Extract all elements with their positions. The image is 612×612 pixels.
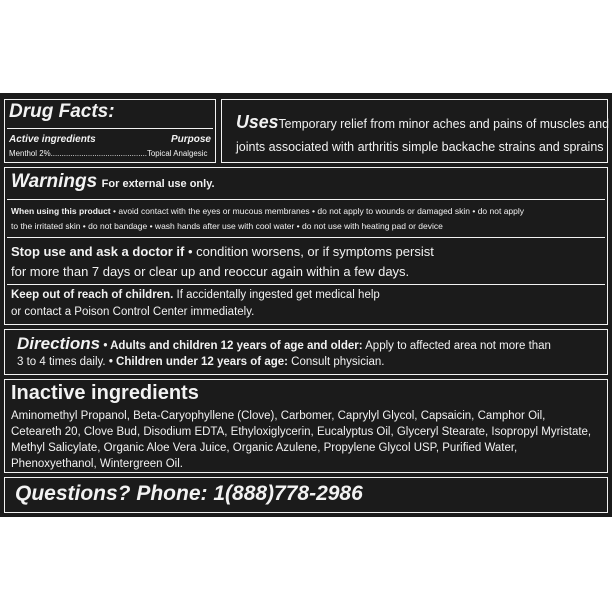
when-using-line-2: to the irritated skin • do not bandage • wash hands after use with cool water • do not use with heating pad or device xyxy=(11,221,443,231)
inactive-ingredients-box xyxy=(4,379,608,473)
directions-box xyxy=(4,329,608,375)
divider xyxy=(7,128,213,129)
children-text: Consult physician. xyxy=(287,356,385,368)
when-using-line-1 xyxy=(11,206,524,216)
questions-phone: Questions? Phone: 1(888)778-2986 xyxy=(15,482,363,505)
active-ingredient: Menthol 2% xyxy=(9,149,51,158)
stop-use-label: Stop use and ask a doctor if xyxy=(11,244,185,259)
stop-use-text: • condition worsens, or if symptoms persist xyxy=(184,244,434,259)
keep-out-label: Keep out of reach of children. xyxy=(11,289,174,301)
external-use-note: For external use only. xyxy=(101,178,215,190)
drug-facts-title: Drug Facts: xyxy=(9,101,115,122)
keep-out-line-1 xyxy=(11,289,380,301)
warnings-header xyxy=(11,171,215,193)
when-using-text: • avoid contact with the eyes or mucous membranes • do not apply to wounds or damaged skin • do not apply xyxy=(110,206,525,216)
stop-use-line-1 xyxy=(11,244,434,259)
purpose-header: Purpose xyxy=(170,134,211,145)
divider xyxy=(7,237,605,238)
dot-leader: ............................................ xyxy=(50,149,147,158)
active-ingredient-line xyxy=(9,149,207,158)
questions-box xyxy=(4,477,608,513)
keep-out-text: If accidentally ingested get medical help xyxy=(173,289,380,301)
uses-text-1: Temporary relief from minor aches and pains of muscles and xyxy=(278,117,609,131)
directions-line-2 xyxy=(17,356,385,368)
inactive-line-4: Phenoxyethanol, Wintergreen Oil. xyxy=(11,458,183,470)
adults-label: • Adults and children 12 years of age and older: xyxy=(100,340,363,352)
uses-heading: Uses xyxy=(236,112,279,132)
uses-line-1 xyxy=(236,112,609,133)
uses-box xyxy=(221,99,608,163)
purpose-value: Topical Analgesic xyxy=(146,149,208,158)
children-label: • Children under 12 years of age: xyxy=(108,356,288,368)
inactive-line-1: Aminomethyl Propanol, Beta-Caryophyllene (Clove), Carbomer, Caprylyl Glycol, Capsaicin, Camphor Oil, xyxy=(11,410,546,422)
warnings-heading: Warnings xyxy=(11,171,98,192)
warnings-box xyxy=(4,167,608,325)
dosage-text: 3 to 4 times daily. xyxy=(17,356,109,368)
active-ingredients-header: Active ingredients xyxy=(9,134,96,145)
adults-text: Apply to affected area not more than xyxy=(362,340,551,352)
drug-facts-box xyxy=(4,99,216,163)
divider xyxy=(7,199,605,200)
inactive-line-2: Ceteareth 20, Clove Bud, Disodium EDTA, Ethyloxiglycerin, Eucalyptus Oil, Glyceryl Stearate, Isopropyl Myristate, xyxy=(11,426,592,438)
divider xyxy=(7,284,605,285)
drug-facts-label xyxy=(0,93,612,517)
inactive-line-3: Methyl Salicylate, Organic Aloe Vera Juice, Organic Azulene, Propylene Glycol USP, Purified Water, xyxy=(11,442,518,454)
directions-line-1 xyxy=(17,334,551,354)
when-using-label: When using this product xyxy=(11,206,111,216)
uses-line-2: joints associated with arthritis simple backache strains and sprains xyxy=(236,140,604,154)
stop-use-line-2: for more than 7 days or clear up and reoccur again within a few days. xyxy=(11,264,410,279)
keep-out-line-2: or contact a Poison Control Center immediately. xyxy=(11,306,255,318)
directions-heading: Directions xyxy=(17,334,101,353)
inactive-ingredients-heading: Inactive ingredients xyxy=(11,382,199,404)
